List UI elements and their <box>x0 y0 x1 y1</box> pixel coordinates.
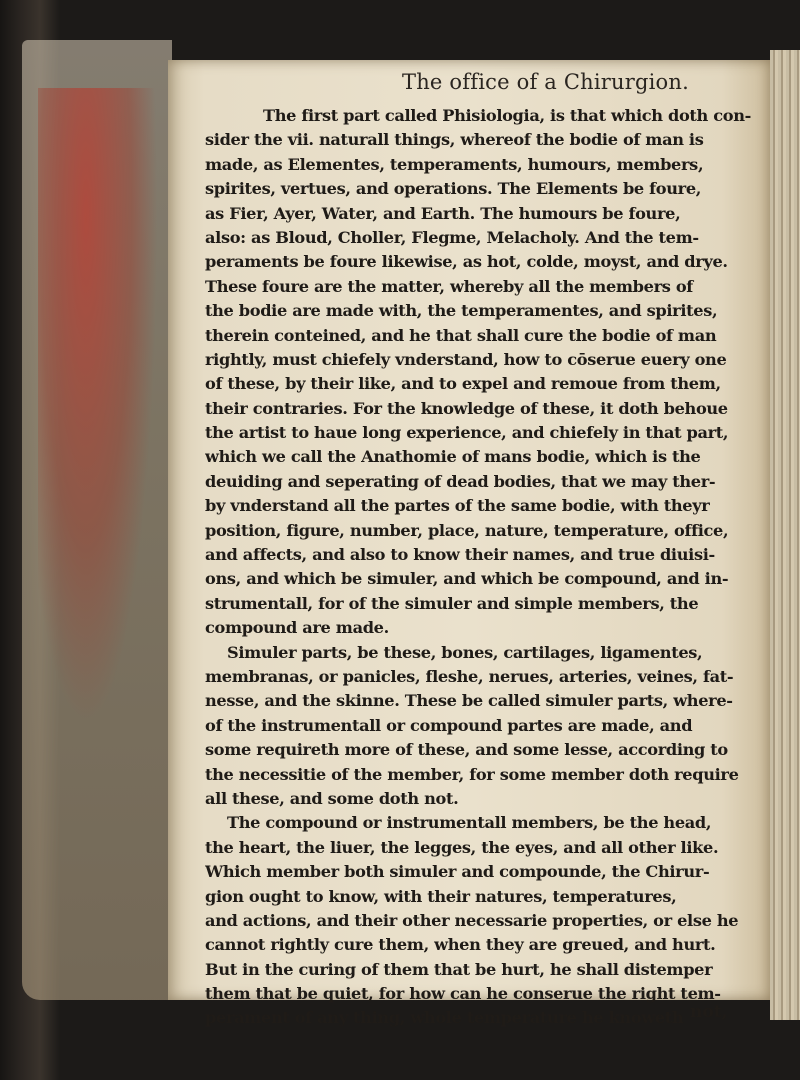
text-line: cannot rightly cure them, when they are greued, and hurt. <box>205 935 716 955</box>
text-line: The compound or instrumentall members, be the head, <box>227 813 712 833</box>
text-line: compound are made. <box>205 618 389 638</box>
running-head: The office of a Chirurgion. <box>402 70 690 94</box>
text-line: their contraries. For the knowledge of these, it doth behoue <box>205 398 728 418</box>
catchword: not, <box>690 1002 728 1022</box>
text-line: ons, and which be simuler, and which be compound, and in- <box>205 569 729 589</box>
text-line: also: as Bloud, Choller, Flegme, Melacholy. And the tem- <box>205 227 699 247</box>
text-line: the artist to haue long experience, and chiefely in that part, <box>205 423 729 443</box>
text-line: But in the curing of them that be hurt, he shall distemper <box>205 959 713 979</box>
page-stack-edge <box>770 50 800 1020</box>
text-line: nesse, and the skinne. These be called simuler parts, where- <box>205 691 733 711</box>
text-line: them that be quiet, for how can he conserue the right tem- <box>205 984 721 1004</box>
text-line: which we call the Anathomie of mans bodie, which is the <box>205 447 701 467</box>
text-line: gion ought to know, with their natures, temperatures, <box>205 886 677 906</box>
text-line: peraments be foure likewise, as hot, colde, moyst, and drye. <box>205 252 728 272</box>
text-line: all these, and some doth not. <box>205 788 459 808</box>
text-line: made, as Elementes, temperaments, humours, members, <box>205 154 704 174</box>
text-line: Which member both simuler and compounde, the Chirur- <box>205 862 710 882</box>
red-stain <box>38 88 158 728</box>
text-line: and actions, and their other necessarie properties, or else he <box>205 910 739 930</box>
text-line: as Fier, Ayer, Water, and Earth. The humours be foure, <box>205 203 681 223</box>
text-line: membranas, or panicles, fleshe, nerues, arteries, veines, fat- <box>205 666 734 686</box>
text-line: by vnderstand all the partes of the same bodie, with theyr <box>205 496 710 516</box>
text-line: perament of any thing, whole temperature he knoweth <box>205 1008 684 1028</box>
text-line: rightly, must chiefely vnderstand, how to cōserue euery one <box>205 349 727 369</box>
text-line: the necessitie of the member, for some member doth require <box>205 764 739 784</box>
text-line: strumentall, for of the simuler and simple members, the <box>205 593 699 613</box>
text-line: some requireth more of these, and some lesse, according to <box>205 740 728 760</box>
text-line: Simuler parts, be these, bones, cartilages, ligamentes, <box>227 642 703 662</box>
text-line: position, figure, number, place, nature, temperature, office, <box>205 520 729 540</box>
text-line: deuiding and seperating of dead bodies, that we may ther- <box>205 471 716 491</box>
text-line: The first part called Phisiologia, is that which doth con- <box>263 106 751 125</box>
text-line: and affects, and also to know their names, and true diuisi- <box>205 545 715 565</box>
text-line: the heart, the liuer, the legges, the eyes, and all other like. <box>205 837 719 857</box>
body-text <box>205 104 760 1031</box>
text-line: sider the vii. naturall things, whereof the bodie of man is <box>205 130 704 150</box>
text-line: the bodie are made with, the temperamentes, and spirites, <box>205 301 718 321</box>
text-line: of these, by their like, and to expel and remoue from them, <box>205 374 721 394</box>
text-line: These foure are the matter, whereby all the members of <box>205 276 693 296</box>
text-line: therein conteined, and he that shall cure the bodie of man <box>205 325 717 345</box>
text-line: of the instrumentall or compound partes are made, and <box>205 715 693 735</box>
text-line: spirites, vertues, and operations. The Elements be foure, <box>205 179 702 199</box>
